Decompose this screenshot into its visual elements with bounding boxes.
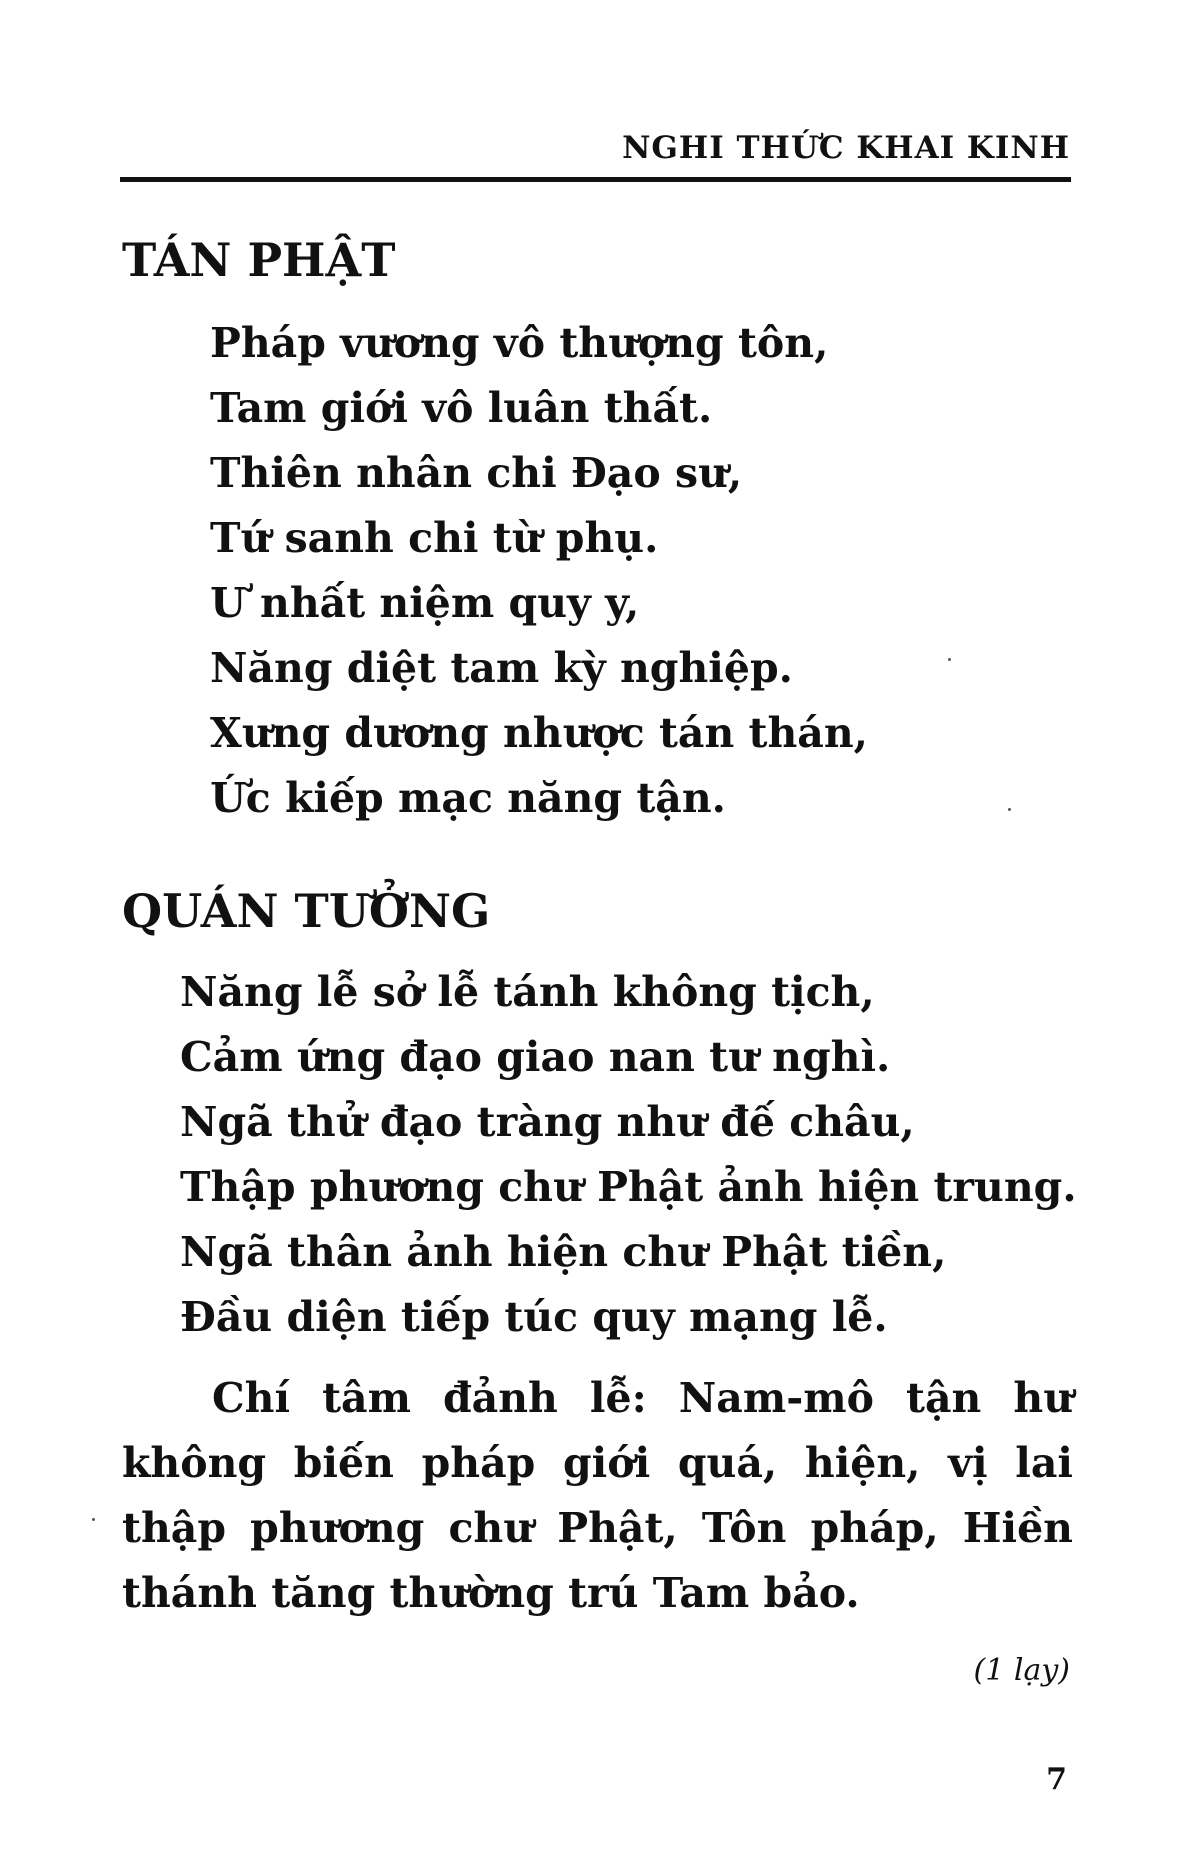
verse-line: Pháp vương vô thượng tôn, bbox=[210, 319, 829, 367]
verse-line: Ư nhất niệm quy y, bbox=[210, 579, 640, 627]
verse-quan-tuong bbox=[180, 960, 1077, 1350]
prostration-paragraph: Chí tâm đảnh lễ: Nam-mô tận hư không biến pháp giới quá, hiện, vị lai thập phương chư Phật, Tôn pháp, Hiền thánh tăng thường trú Tam bảo. bbox=[122, 1374, 1073, 1617]
prostration-note: (1 lạy) bbox=[973, 1653, 1070, 1688]
verse-line: Ức kiếp mạc năng tận. bbox=[210, 774, 726, 822]
verse-line: Tam giới vô luân thất. bbox=[210, 384, 713, 432]
verse-line: Năng lễ sở lễ tánh không tịch, bbox=[180, 968, 875, 1016]
verse-line: Xưng dương nhược tán thán, bbox=[210, 709, 868, 757]
paper-speck bbox=[948, 658, 951, 661]
header-rule bbox=[120, 177, 1071, 182]
verse-line: Ngã thân ảnh hiện chư Phật tiền, bbox=[180, 1228, 947, 1276]
verse-line: Ngã thử đạo tràng như đế châu, bbox=[180, 1098, 915, 1146]
verse-line: Thập phương chư Phật ảnh hiện trung. bbox=[180, 1163, 1077, 1211]
verse-tan-phat bbox=[210, 311, 868, 831]
page-number: 7 bbox=[1046, 1762, 1067, 1797]
running-header: NGHI THỨC KHAI KINH bbox=[622, 130, 1070, 166]
verse-line: Tứ sanh chi từ phụ. bbox=[210, 514, 659, 562]
paper-speck bbox=[1008, 808, 1011, 811]
section-heading-tan-phat: TÁN PHẬT bbox=[122, 233, 396, 287]
verse-line: Năng diệt tam kỳ nghiệp. bbox=[210, 644, 793, 692]
section-heading-quan-tuong: QUÁN TƯỞNG bbox=[122, 884, 491, 938]
verse-line: Thiên nhân chi Đạo sư, bbox=[210, 449, 743, 497]
paper-speck bbox=[92, 1518, 95, 1521]
verse-line: Đầu diện tiếp túc quy mạng lễ. bbox=[180, 1293, 888, 1341]
verse-line: Cảm ứng đạo giao nan tư nghì. bbox=[180, 1033, 891, 1081]
